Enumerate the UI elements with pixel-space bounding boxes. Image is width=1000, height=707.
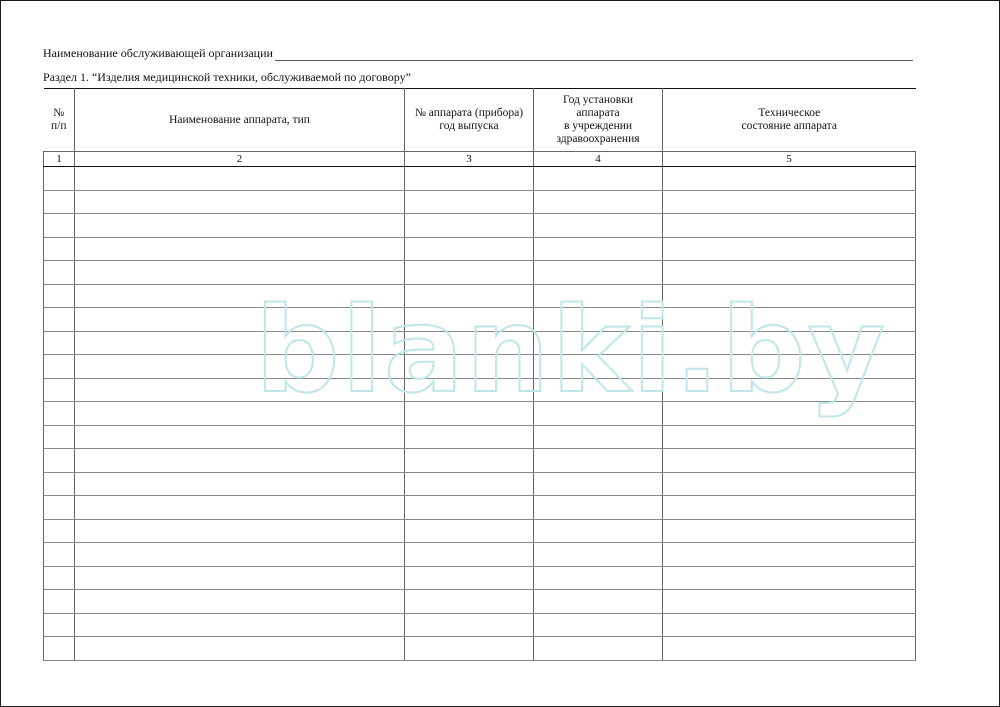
table-cell[interactable] (663, 472, 916, 496)
column-header-device-serial (405, 89, 534, 152)
table-cell[interactable] (405, 355, 534, 379)
header-line: Наименование аппарата, тип (169, 113, 310, 126)
table-cell[interactable] (663, 214, 916, 238)
table-cell[interactable] (405, 167, 534, 191)
table-cell[interactable] (44, 261, 75, 285)
table-row (44, 237, 916, 261)
table-cell[interactable] (75, 590, 405, 614)
header-line: год выпуска (439, 120, 499, 132)
table-row (44, 613, 916, 637)
table-cell[interactable] (44, 566, 75, 590)
table-cell[interactable] (75, 472, 405, 496)
table-cell[interactable] (534, 355, 663, 379)
header-line: аппарата (576, 107, 620, 119)
table-cell[interactable] (534, 637, 663, 661)
column-header-install-year (534, 89, 663, 152)
table-cell[interactable] (405, 331, 534, 355)
table-cell[interactable] (663, 308, 916, 332)
table-cell[interactable] (75, 237, 405, 261)
table-cell[interactable] (534, 237, 663, 261)
table-cell[interactable] (44, 214, 75, 238)
table-row (44, 355, 916, 379)
table-row (44, 425, 916, 449)
table-cell[interactable] (44, 284, 75, 308)
table-cell[interactable] (75, 637, 405, 661)
section-title: Раздел 1. “Изделия медицинской техники, обслуживаемой по договору” (43, 70, 411, 84)
table-cell[interactable] (663, 284, 916, 308)
table-row (44, 261, 916, 285)
table-cell[interactable] (44, 590, 75, 614)
table-cell[interactable] (44, 378, 75, 402)
table-cell[interactable] (534, 590, 663, 614)
table-cell[interactable] (75, 190, 405, 214)
table-cell[interactable] (534, 402, 663, 426)
column-header-technical-state (663, 89, 916, 152)
organization-name-label: Наименование обслуживающей организации (43, 46, 273, 60)
column-header-number (44, 89, 75, 152)
table-cell[interactable] (663, 543, 916, 567)
table-cell[interactable] (663, 425, 916, 449)
table-cell[interactable] (405, 402, 534, 426)
table-cell[interactable] (663, 190, 916, 214)
table-cell[interactable] (663, 590, 916, 614)
table-cell[interactable] (405, 613, 534, 637)
table-cell[interactable] (534, 190, 663, 214)
table-cell[interactable] (405, 308, 534, 332)
table-cell[interactable] (663, 331, 916, 355)
table-row (44, 284, 916, 308)
table-cell[interactable] (405, 519, 534, 543)
header-line: п/п (50, 120, 67, 132)
table-cell[interactable] (663, 613, 916, 637)
table-row (44, 378, 916, 402)
table-cell[interactable] (75, 378, 405, 402)
table-row (44, 519, 916, 543)
table-cell[interactable] (75, 284, 405, 308)
column-header-device-name (75, 89, 405, 152)
table-cell[interactable] (44, 308, 75, 332)
table-cell[interactable] (44, 237, 75, 261)
table-cell[interactable] (534, 543, 663, 567)
table-cell[interactable] (405, 237, 534, 261)
table-row (44, 472, 916, 496)
header-line: в учреждении (563, 120, 633, 132)
table-cell[interactable] (75, 519, 405, 543)
table-cell[interactable] (534, 472, 663, 496)
column-number: 3 (405, 152, 534, 167)
column-number: 2 (75, 152, 405, 167)
table-row (44, 402, 916, 426)
table-cell[interactable] (663, 637, 916, 661)
organization-name-blank[interactable] (275, 48, 913, 61)
table-row (44, 167, 916, 191)
table-cell[interactable] (663, 167, 916, 191)
header-line: № аппарата (прибора) (414, 107, 524, 119)
table-cell[interactable] (534, 308, 663, 332)
table-cell[interactable] (75, 449, 405, 473)
table-cell[interactable] (534, 167, 663, 191)
table-cell[interactable] (534, 449, 663, 473)
table-cell[interactable] (405, 284, 534, 308)
table-cell[interactable] (663, 237, 916, 261)
table-cell[interactable] (44, 449, 75, 473)
table-cell[interactable] (44, 167, 75, 191)
table-cell[interactable] (405, 566, 534, 590)
table-cell[interactable] (44, 402, 75, 426)
table-cell[interactable] (405, 637, 534, 661)
table-cell[interactable] (663, 402, 916, 426)
table-cell[interactable] (75, 425, 405, 449)
table-cell[interactable] (75, 167, 405, 191)
table-row (44, 637, 916, 661)
table-cell[interactable] (44, 331, 75, 355)
table-cell[interactable] (405, 378, 534, 402)
table-cell[interactable] (44, 190, 75, 214)
table-cell[interactable] (534, 378, 663, 402)
table-cell[interactable] (663, 519, 916, 543)
table-row (44, 190, 916, 214)
table-row (44, 449, 916, 473)
table-cell[interactable] (534, 496, 663, 520)
table-cell[interactable] (534, 566, 663, 590)
table-cell[interactable] (534, 214, 663, 238)
table-cell[interactable] (75, 613, 405, 637)
watermark-text: blanki.by (255, 281, 887, 419)
header-line: № (53, 107, 65, 119)
column-numbers-row (44, 152, 916, 167)
table-cell[interactable] (44, 355, 75, 379)
equipment-table (43, 88, 916, 661)
table-cell[interactable] (534, 425, 663, 449)
table-cell[interactable] (44, 425, 75, 449)
table-cell[interactable] (534, 613, 663, 637)
table-cell[interactable] (44, 472, 75, 496)
table-cell[interactable] (663, 566, 916, 590)
table-cell[interactable] (534, 284, 663, 308)
table-cell[interactable] (534, 331, 663, 355)
header-line: здравоохранения (556, 133, 640, 145)
table-row (44, 590, 916, 614)
table-row (44, 214, 916, 238)
header-line: Техническое (758, 107, 821, 119)
table-cell[interactable] (75, 402, 405, 426)
table-cell[interactable] (663, 378, 916, 402)
table-cell[interactable] (663, 355, 916, 379)
table-cell[interactable] (75, 261, 405, 285)
table-cell[interactable] (405, 590, 534, 614)
table-cell[interactable] (663, 261, 916, 285)
column-number: 1 (44, 152, 75, 167)
table-cell[interactable] (75, 331, 405, 355)
table-cell[interactable] (405, 496, 534, 520)
table-cell[interactable] (75, 355, 405, 379)
column-number: 4 (534, 152, 663, 167)
table-cell[interactable] (405, 543, 534, 567)
table-cell[interactable] (405, 449, 534, 473)
column-number: 5 (663, 152, 916, 167)
table-cell[interactable] (44, 543, 75, 567)
table-header-row (44, 89, 916, 152)
table-cell[interactable] (405, 214, 534, 238)
table-cell[interactable] (44, 613, 75, 637)
table-cell[interactable] (75, 543, 405, 567)
header-line: состояние аппарата (741, 120, 837, 132)
table-row (44, 566, 916, 590)
table-cell[interactable] (405, 190, 534, 214)
table-row (44, 308, 916, 332)
table-cell[interactable] (75, 214, 405, 238)
table-cell[interactable] (663, 496, 916, 520)
table-cell[interactable] (663, 449, 916, 473)
table-row (44, 543, 916, 567)
table-cell[interactable] (44, 519, 75, 543)
table-cell[interactable] (405, 425, 534, 449)
table-row (44, 496, 916, 520)
table-cell[interactable] (405, 472, 534, 496)
table-cell[interactable] (405, 261, 534, 285)
table-cell[interactable] (75, 566, 405, 590)
table-row (44, 331, 916, 355)
table-cell[interactable] (534, 519, 663, 543)
organization-name-line (43, 45, 913, 61)
table-cell[interactable] (75, 496, 405, 520)
table-cell[interactable] (534, 261, 663, 285)
header-line: Год установки (563, 94, 633, 106)
table-cell[interactable] (44, 496, 75, 520)
table-cell[interactable] (75, 308, 405, 332)
table-cell[interactable] (44, 637, 75, 661)
